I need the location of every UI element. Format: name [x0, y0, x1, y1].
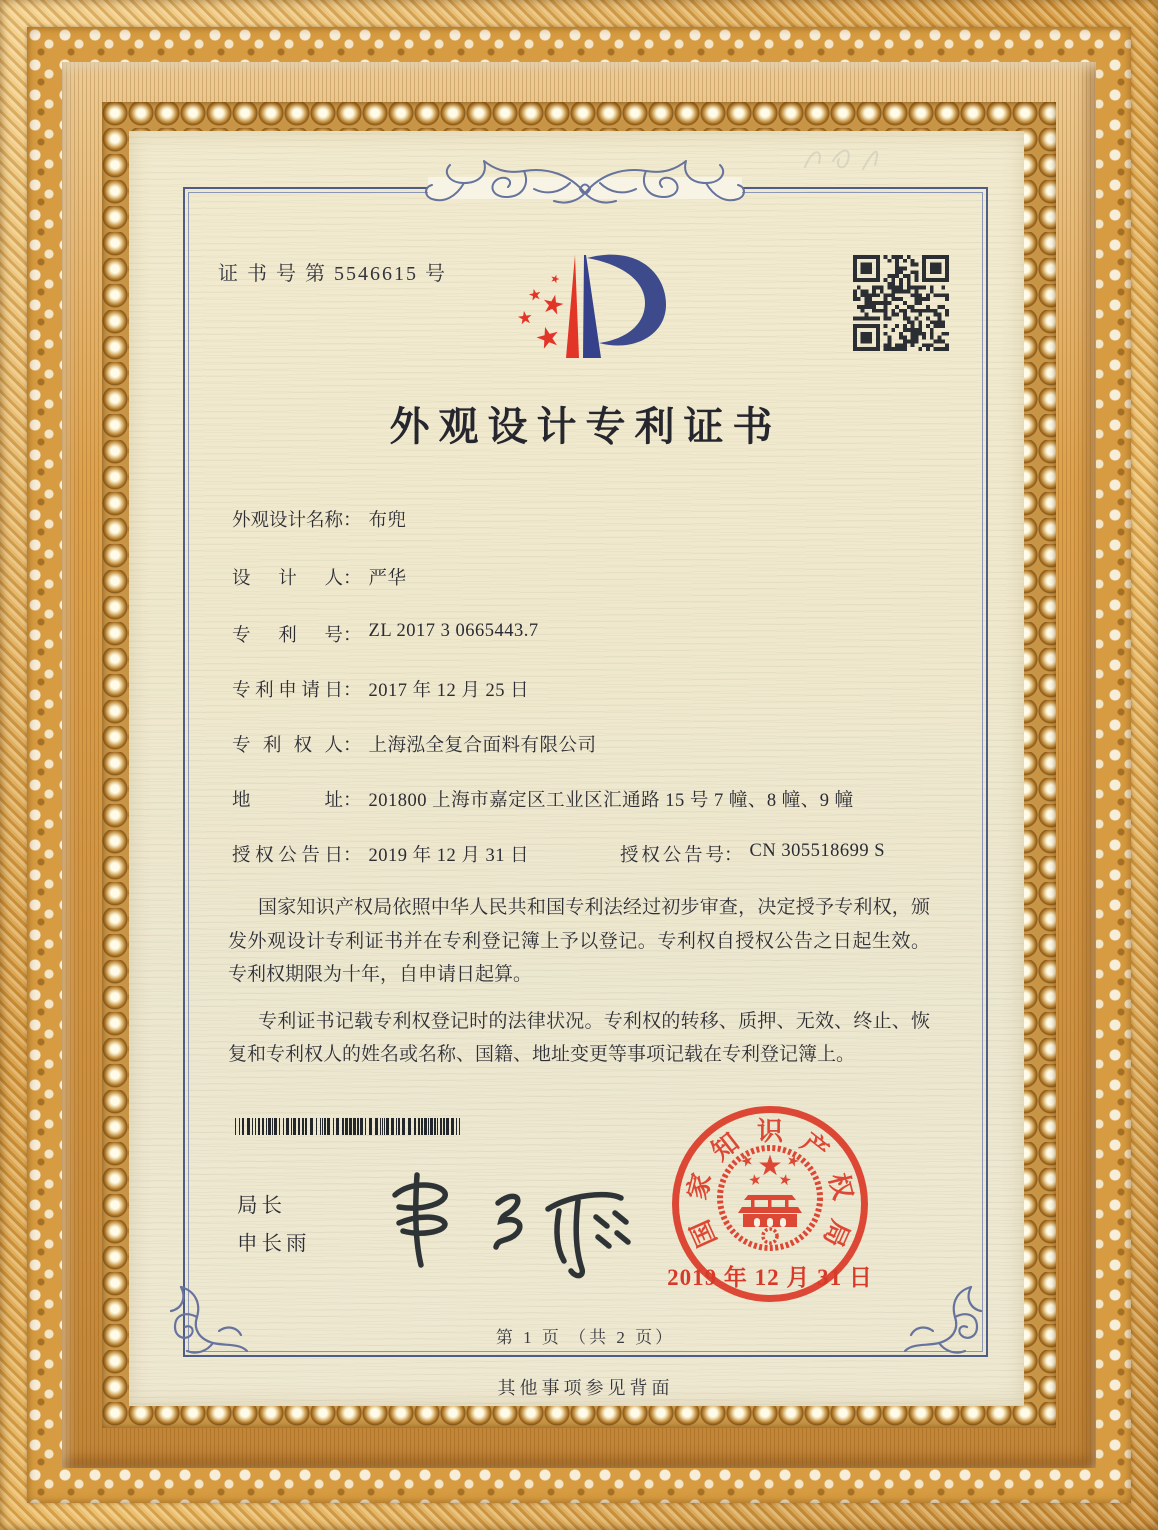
- seal-char: 家: [682, 1170, 717, 1203]
- field-grant-date: 授权公告日： 2019 年 12 月 31 日 授权公告号： CN 305518699 S: [232, 841, 886, 866]
- officer-title: 局长: [237, 1195, 286, 1217]
- field-value: 201800 上海市嘉定区工业区汇通路 15 号 7 幢、8 幢、9 幢: [368, 791, 854, 811]
- cnipa-logo-icon: [515, 238, 705, 373]
- officer-block: [237, 1187, 311, 1263]
- field-label: 授权公告号: [620, 846, 724, 866]
- certificate-paper: [129, 131, 1024, 1406]
- seal-char: 产: [795, 1127, 834, 1167]
- certificate-title: 外观设计专利证书: [389, 404, 782, 449]
- field-label: 外观设计名称: [232, 511, 344, 531]
- field-patentee: 专 利 权 人： 上海泓全复合面料有限公司: [232, 731, 962, 761]
- top-flourish-ornament: [420, 153, 750, 219]
- field-value: 严华: [368, 569, 407, 589]
- field-value: 布兜: [368, 511, 407, 531]
- field-filing-date: 专利申请日： 2017 年 12 月 25 日: [232, 676, 962, 706]
- field-label: 专 利 权 人: [232, 736, 343, 756]
- field-patent-number: 专 利 号： ZL 2017 3 0665443.7: [232, 621, 539, 646]
- pencil-mark: [793, 133, 893, 177]
- legal-paragraph-1: 国家知识产权局依照中华人民共和国专利法经过初步审查，决定授予专利权，颁发外观设计专利证书并在专利登记簿上予以登记。专利权自授权公告之日起生效。专利权期限为十年，自申请日起算。: [228, 897, 930, 985]
- field-value: 2019 年 12 月 31 日: [368, 846, 530, 866]
- page-number: 第 1 页 （共 2 页）: [495, 1328, 676, 1347]
- field-design-name: 外观设计名称： 布兜: [232, 506, 962, 536]
- seal-char: 知: [706, 1127, 745, 1167]
- seal-char: 权: [823, 1170, 858, 1203]
- legal-text: [228, 891, 930, 1085]
- field-value: CN 305518699 S: [749, 841, 886, 861]
- field-grant-number: 授权公告号： CN 305518699 S: [620, 841, 886, 866]
- back-side-note: 其他事项参见背面: [497, 1378, 674, 1398]
- seal-char: 识: [756, 1117, 783, 1146]
- director-signature: [365, 1161, 655, 1279]
- field-label: 专利申请日: [232, 681, 343, 701]
- field-value: 2017 年 12 月 25 日: [368, 681, 530, 701]
- field-address: 地 址： 201800 上海市嘉定区工业区汇通路 15 号 7 幢、8 幢、9 幢: [232, 786, 962, 816]
- legal-paragraph-2: 专利证书记载专利权登记时的法律状况。专利权的转移、质押、无效、终止、恢复和专利权人的姓名或名称、国籍、地址变更等事项记载在专利登记簿上。: [228, 1010, 930, 1065]
- seal-char: 局: [817, 1215, 855, 1252]
- certificate-number: 证 书 号 第 5546615 号: [218, 263, 447, 285]
- field-label: 设 计 人: [232, 569, 343, 589]
- qr-code: [853, 255, 949, 351]
- barcode: [235, 1118, 465, 1135]
- field-value: ZL 2017 3 0665443.7: [368, 621, 539, 641]
- field-label: 地 址: [232, 791, 343, 811]
- seal-char: 国: [685, 1215, 723, 1252]
- officer-name: 申长雨: [237, 1233, 311, 1255]
- field-label: 授权公告日: [232, 846, 343, 866]
- field-label: 专 利 号: [232, 626, 343, 646]
- field-designer: 设 计 人： 严华: [232, 564, 962, 594]
- field-value: 上海泓全复合面料有限公司: [368, 736, 597, 756]
- seal-date: 2019 年 12 月 31 日: [667, 1265, 873, 1290]
